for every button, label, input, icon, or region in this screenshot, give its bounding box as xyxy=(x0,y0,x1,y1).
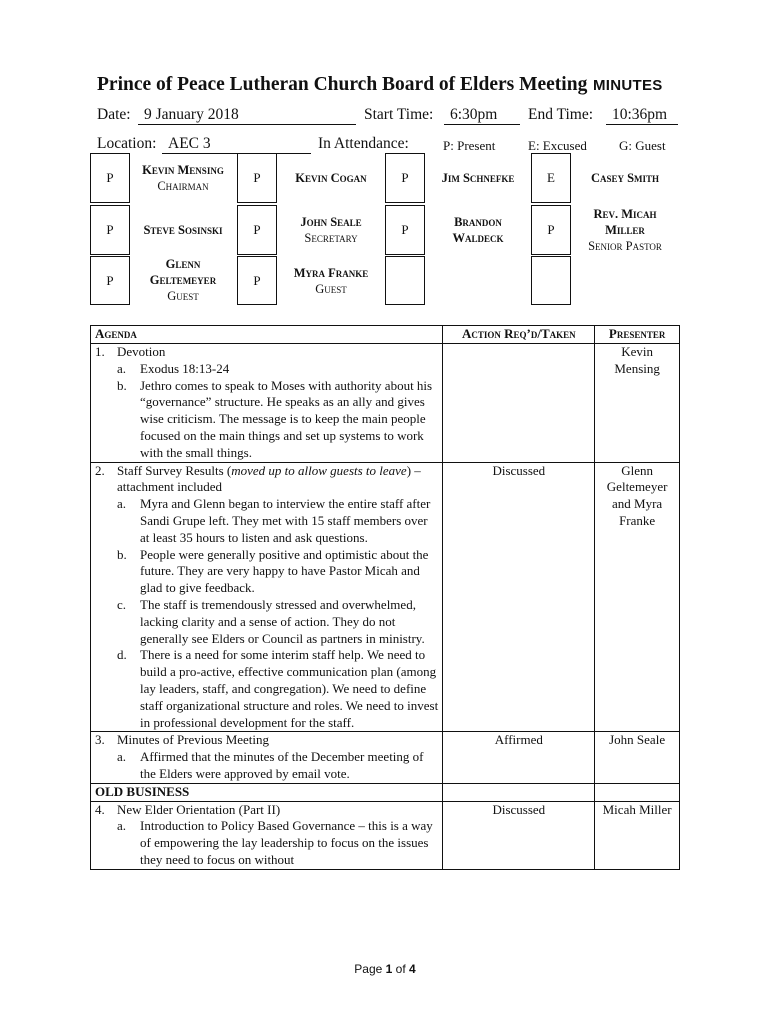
agenda-row: 3. Minutes of Previous Meeting a. Affirmed that the minutes of the December meeting of the Elders were approved by email vote. Affirmed John Seale xyxy=(91,732,680,783)
item-title: Minutes of Previous Meeting xyxy=(117,732,270,748)
item-number: 4. xyxy=(95,801,105,817)
sub-item: Affirmed that the minutes of the December meeting of the Elders were approved by email vote. xyxy=(140,749,424,781)
date-label: Date: xyxy=(97,106,131,123)
attendee-name: Kevin Mensing xyxy=(142,163,224,177)
attendee-role: Guest xyxy=(315,281,347,296)
page-number: 1 xyxy=(385,962,393,976)
action-cell: Discussed xyxy=(443,462,595,732)
agenda-column-header: Agenda xyxy=(91,326,443,344)
attendee-name: Jim Schnefke xyxy=(441,171,515,185)
attendee-name: Kevin Cogan xyxy=(295,171,367,185)
legend-guest: G: Guest xyxy=(619,138,666,153)
attendance-status-box[interactable]: P xyxy=(90,205,130,255)
end-time-label: End Time: xyxy=(528,106,594,123)
action-cell: Discussed xyxy=(443,801,595,869)
attendee-name: Waldeck xyxy=(452,231,504,245)
presenter-column-header: Presenter xyxy=(595,326,680,344)
attendance-status-box[interactable]: P xyxy=(385,205,425,255)
attendee-entry xyxy=(280,205,382,255)
attendance-status-box[interactable]: P xyxy=(385,153,425,203)
page-footer: Page 1 of 4 xyxy=(354,962,416,976)
attendee-role: Senior Pastor xyxy=(588,239,662,253)
location-label: Location: xyxy=(97,135,157,152)
page-total: 4 xyxy=(409,962,416,976)
attendee-name: Rev. Micah xyxy=(593,207,657,221)
agenda-row: 4. New Elder Orientation (Part II) a. Introduction to Policy Based Governance – this is a way of empowering the lay leadership to focus on the issues they need to focus on without Discussed Micah Miller xyxy=(91,801,680,869)
attendance-status-box-empty[interactable] xyxy=(385,256,425,305)
agenda-row: 1. Devotion a. Exodus 18:13-24 b. Jethro comes to speak to Moses with authority about his “governance” structure. He speaks as an ally and gives wise criticism. The message is to keep the main people focused on the main things and set up systems to work with the small things. Kevin Mensing xyxy=(91,344,680,463)
attendee-entry xyxy=(573,205,677,255)
attendee-name: Glenn xyxy=(165,257,201,271)
legend-excused: E: Excused xyxy=(528,138,587,153)
action-column-header: Action Req’d/Taken xyxy=(443,326,595,344)
attendee-role: Secretary xyxy=(304,231,358,245)
attendee-name: Myra Franke xyxy=(293,265,369,280)
attendance-status-box[interactable]: P xyxy=(237,256,277,305)
attendance-label: In Attendance: xyxy=(318,135,409,152)
attendee-name: Steve Sosinski xyxy=(143,223,223,237)
attendee-name: Brandon xyxy=(454,215,502,229)
attendee-entry xyxy=(427,205,529,255)
attendee-entry xyxy=(132,254,234,306)
presenter-cell: Kevin Mensing xyxy=(595,344,680,463)
sub-item: There is a need for some interim staff help. We need to build a pro-active, effective communication plan (among lay leaders, staff, and congregation). We need to define staff organizational structure and roles. We need to invest in professional development for the staff. xyxy=(140,647,439,730)
item-number: 1. xyxy=(95,344,105,359)
end-time-field[interactable]: 10:36pm xyxy=(606,106,678,125)
page-title: Prince of Peace Lutheran Church Board of Elders Meeting xyxy=(97,74,588,95)
action-cell: Affirmed xyxy=(443,732,595,783)
sub-item: Introduction to Policy Based Governance – this is a way of empowering the lay leadership to focus on the issues they need to focus on without xyxy=(140,818,433,867)
item-number: 3. xyxy=(95,732,105,748)
attendance-status-box-empty[interactable] xyxy=(531,256,571,305)
presenter-cell: John Seale xyxy=(595,732,680,783)
attendee-entry xyxy=(132,205,234,255)
attendance-status-box[interactable]: P xyxy=(531,205,571,255)
section-row xyxy=(91,783,680,801)
attendee-entry xyxy=(280,256,382,305)
date-field[interactable]: 9 January 2018 xyxy=(138,106,356,125)
action-cell xyxy=(443,344,595,463)
presenter-cell: Micah Miller xyxy=(595,801,680,869)
attendee-entry xyxy=(427,153,529,203)
agenda-table xyxy=(90,325,680,870)
doc-type-label: MINUTES xyxy=(593,77,663,94)
item-number: 2. xyxy=(95,462,105,478)
sub-item: Exodus 18:13-24 xyxy=(140,360,230,376)
start-time-label: Start Time: xyxy=(364,106,434,123)
sub-item: Jethro comes to speak to Moses with authority about his “governance” structure. He speaks as an ally and gives wise criticism. The message is to keep the main people focused on the main things and set up systems to work with the small things. xyxy=(140,377,433,460)
item-title: New Elder Orientation (Part II) xyxy=(117,801,281,817)
agenda-row: 2. Staff Survey Results (moved up to allow guests to leave) – attachment included a. Myra and Glenn began to interview the entire staff after Sandi Grupe left. They met with 15 staff members over at least 35 hours to listen and ask questions. b. People were generally positive and optimistic about the future. They are very happy to have Pastor Micah and glad to give feedback. c. The staff is tremendously stressed and overwhelmed, lacking clarity and a sense of action. They do not generally see Elders or Council as partners in ministry. d. There is a need for some interim staff help. We need to build a pro-active, effective communication plan (among lay leaders, staff, and congregation). We need to define staff organizational structure and roles. We need to invest in professional development for the staff. Discussed Glenn Geltemeyer and Myra Franke xyxy=(91,462,680,732)
attendee-name: Casey Smith xyxy=(590,171,660,185)
location-field[interactable]: AEC 3 xyxy=(162,135,311,154)
attendee-name: Geltemeyer xyxy=(149,273,217,287)
attendee-entry xyxy=(132,153,234,203)
start-time-field[interactable]: 6:30pm xyxy=(444,106,520,125)
item-title: Devotion xyxy=(117,344,166,359)
attendee-entry xyxy=(573,153,677,203)
attendance-status-box[interactable]: P xyxy=(90,256,130,305)
sub-item: The staff is tremendously stressed and overwhelmed, lacking clarity and a sense of action. They do not generally see Elders or Council as partners in ministry. xyxy=(140,596,425,646)
section-heading-old-business: OLD BUSINESS xyxy=(91,783,443,801)
attendance-status-box[interactable]: P xyxy=(90,153,130,203)
sub-item: People were generally positive and optimistic about the future. They are very happy to have Pastor Micah and glad to give feedback. xyxy=(140,546,429,596)
legend-present: P: Present xyxy=(443,138,496,153)
presenter-cell: Glenn Geltemeyer and Myra Franke xyxy=(595,462,680,732)
attendance-status-box[interactable]: E xyxy=(531,153,571,203)
attendee-entry xyxy=(280,153,382,203)
attendee-name: John Seale xyxy=(300,215,362,229)
agenda-header-row xyxy=(91,326,680,344)
item-title: Staff Survey Results (moved up to allow guests to leave) – attachment included xyxy=(117,462,421,495)
attendee-role: Chairman xyxy=(157,179,209,193)
attendee-role: Guest xyxy=(167,289,199,303)
attendance-status-box[interactable]: P xyxy=(237,205,277,255)
attendee-name: Miller xyxy=(605,223,645,237)
attendance-status-box[interactable]: P xyxy=(237,153,277,203)
sub-item: Myra and Glenn began to interview the entire staff after Sandi Grupe left. They met with 15 staff members over at least 35 hours to listen and ask questions. xyxy=(140,496,431,545)
